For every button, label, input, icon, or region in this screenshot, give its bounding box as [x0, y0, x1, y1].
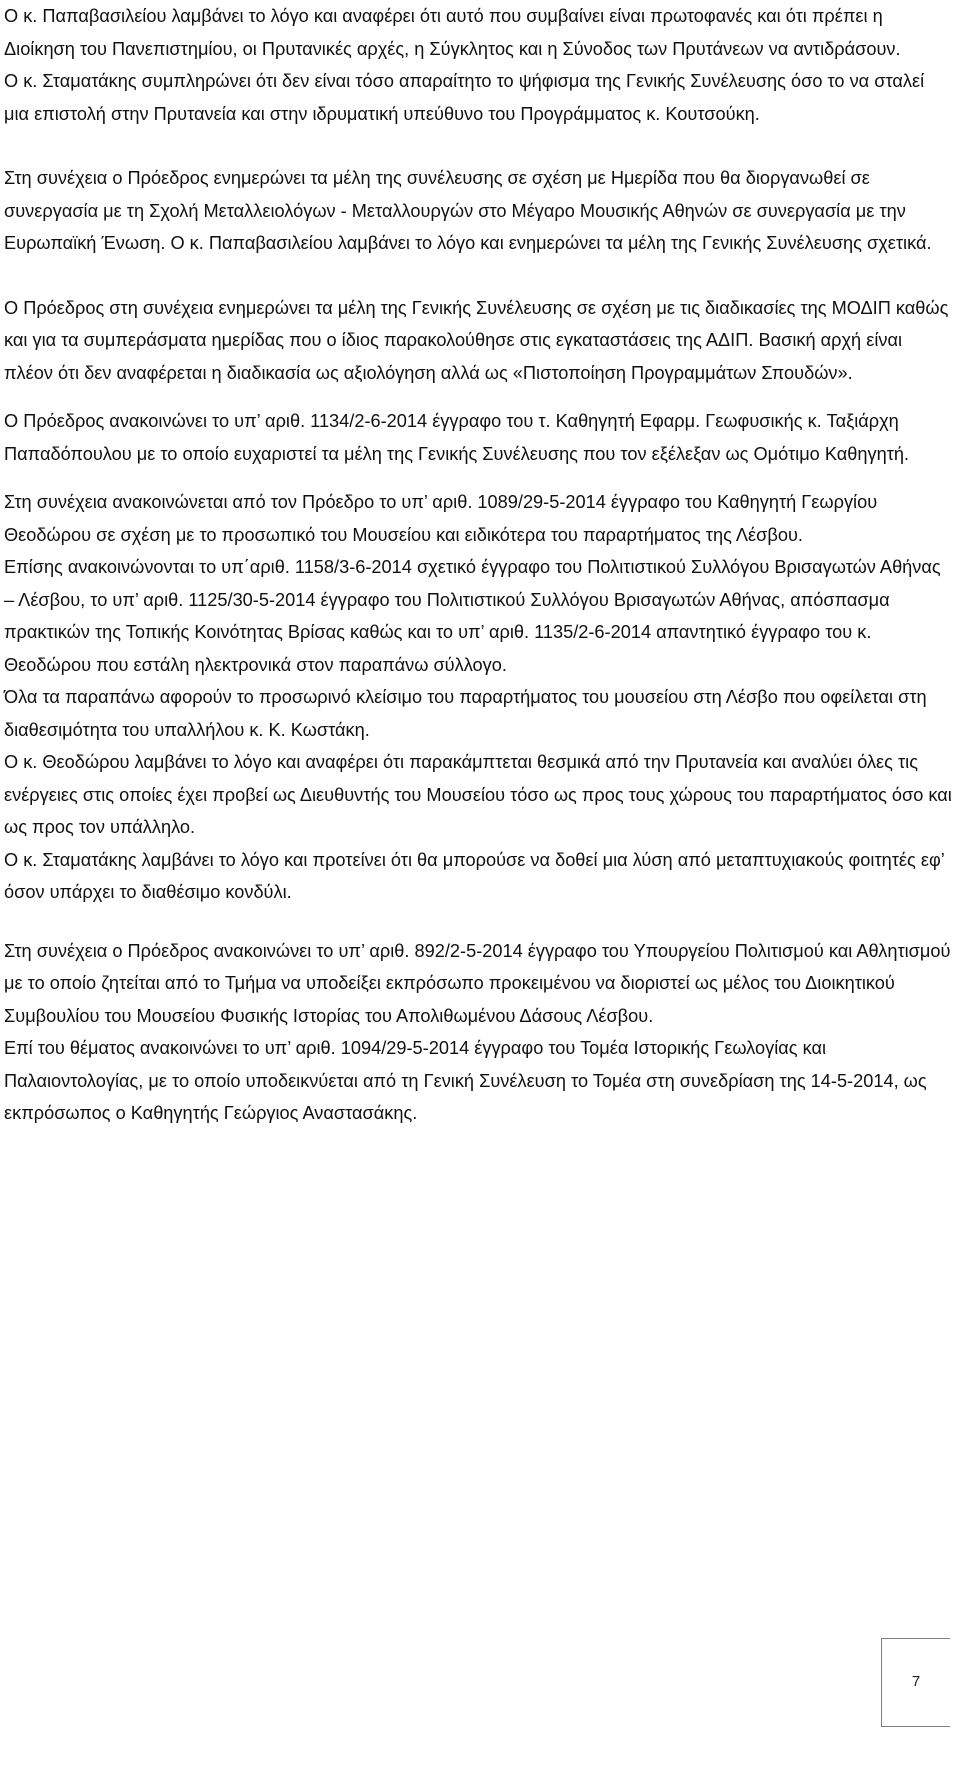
- paragraph-modip-procedures: Ο Πρόεδρος στη συνέχεια ενημερώνει τα μέλη της Γενικής Συνέλευσης σε σχέση με τις διαδικασίες της ΜΟΔΙΠ καθώς και για τα συμπεράσματα ημερίδας που ο ίδιος παρακολούθησε στις εγκαταστάσεις της ΑΔΙΠ. Βασική αρχή είναι πλέον ότι δεν αναφέρεται η διαδικασία ως αξιολόγηση αλλά ως «Πιστοποίηση Προγραμμάτων Σπουδών».: [4, 297, 949, 383]
- paragraph-branch-closure: Όλα τα παραπάνω αφορούν το προσωρινό κλείσιμο του παραρτήματος του μουσείου στη Λέσβο που οφείλεται στη διαθεσιμότητα του υπαλλήλου κ. Κ. Κωστάκη.: [4, 687, 927, 740]
- paragraph-cultural-association-letters: Επίσης ανακοινώνονται το υπ΄αριθ. 1158/3-6-2014 σχετικό έγγραφο του Πολιτιστικού Συλλόγου Βρισαγωτών Αθήνας – Λέσβου, το υπ’ αριθ. 1125/30-5-2014 έγγραφο του Πολιτιστικού Συλλόγου Βρισαγωτών Αθήνας, απόσπασμα πρακτικών της Τοπικής Κοινότητας Βρίσας καθώς και το υπ’ αριθ. 1135/2-6-2014 απαντητικό έγγραφο του κ. Θεοδώρου που εστάλη ηλεκτρονικά στον παραπάνω σύλλογο.: [4, 557, 941, 675]
- paragraph-museum-staff-letter: Στη συνέχεια ανακοινώνεται από τον Πρόεδρο το υπ’ αριθ. 1089/29-5-2014 έγγραφο του Καθηγητή Γεωργίου Θεοδώρου σε σχέση με το προσωπικό του Μουσείου και ειδικότερα του παραρτήματος της Λέσβου.: [4, 492, 878, 545]
- document-body: [4, 0, 954, 1130]
- paragraph-emeritus-thanks: Ο Πρόεδρος ανακοινώνει το υπ’ αριθ. 1134/2-6-2014 έγγραφο του τ. Καθηγητή Εφαρμ. Γεωφυσικής κ. Ταξιάρχη Παπαδόπουλου με το οποίο ευχαριστεί τα μέλη της Γενικής Συνέλευσης που τον εξέλεξαν ως Ομότιμο Καθηγητή.: [4, 411, 910, 464]
- paragraph-theodorou-response: Ο κ. Θεοδώρου λαμβάνει το λόγο και αναφέρει ότι παρακάμπτεται θεσμικά από την Πρυτανεία και αναλύει όλες τις ενέργειες στις οποίες έχει προβεί ως Διευθυντής του Μουσείου τόσο ως προς τους χώρους του παραρτήματος όσο και ως προς τον υπάλληλο.: [4, 752, 952, 837]
- paragraph-sector-representative: Επί του θέματος ανακοινώνει το υπ’ αριθ. 1094/29-5-2014 έγγραφο του Τομέα Ιστορικής Γεωλογίας και Παλαιοντολογίας, με το οποίο υποδεικνύεται από τη Γενική Συνέλευση το Τομέα στη συνεδρίαση της 14-5-2014, ως εκπρόσωπος ο Καθηγητής Γεώργιος Αναστασάκης.: [4, 1038, 927, 1123]
- paragraph-conference-announcement: Στη συνέχεια ο Πρόεδρος ενημερώνει τα μέλη της συνέλευσης σε σχέση με Ημερίδα που θα διοργανωθεί σε συνεργασία με τη Σχολή Μεταλλειολόγων - Μεταλλουργών στο Μέγαρο Μουσικής Αθηνών σε συνεργασία με την Ευρωπαϊκή Ένωση. Ο κ. Παπαβασιλείου λαμβάνει το λόγο και ενημερώνει τα μέλη της Γενικής Συνέλευσης σχετικά.: [4, 168, 932, 253]
- paragraph-stamatakis-addition: Ο κ. Σταματάκης συμπληρώνει ότι δεν είναι τόσο απαραίτητο το ψήφισμα της Γενικής Συνέλευσης όσο το να σταλεί μια επιστολή στην Πρυτανεία και στην ιδρυματική υπεύθυνο του Προγράμματος κ. Κουτσούκη.: [4, 71, 925, 124]
- paragraph-ministry-letter: Στη συνέχεια ο Πρόεδρος ανακοινώνει το υπ’ αριθ. 892/2-5-2014 έγγραφο του Υπουργείου Πολιτισμού και Αθλητισμού με το οποίο ζητείται από το Τμήμα να υποδείξει εκπρόσωπο προκειμένου να διοριστεί ως μέλος του Διοικητικού Συμβουλίου του Μουσείου Φυσικής Ιστορίας του Απολιθωμένου Δάσους Λέσβου.: [4, 940, 951, 1026]
- paragraph-stamatakis-proposal: Ο κ. Σταματάκης λαμβάνει το λόγο και προτείνει ότι θα μπορούσε να δοθεί μια λύση από μεταπτυχιακούς φοιτητές εφ’ όσον υπάρχει το διαθέσιμο κονδύλι.: [4, 849, 945, 902]
- page-number: 7: [911, 1673, 921, 1690]
- paragraph-papavasileiou-statement: Ο κ. Παπαβασιλείου λαμβάνει το λόγο και αναφέρει ότι αυτό που συμβαίνει είναι πρωτοφανές και ότι πρέπει η Διοίκηση του Πανεπιστημίου, οι Πρυτανικές αρχές, η Σύγκλητος και η Σύνοδος των Πρυτάνεων να αντιδράσουν.: [4, 6, 901, 59]
- page-number-box: [881, 1638, 950, 1727]
